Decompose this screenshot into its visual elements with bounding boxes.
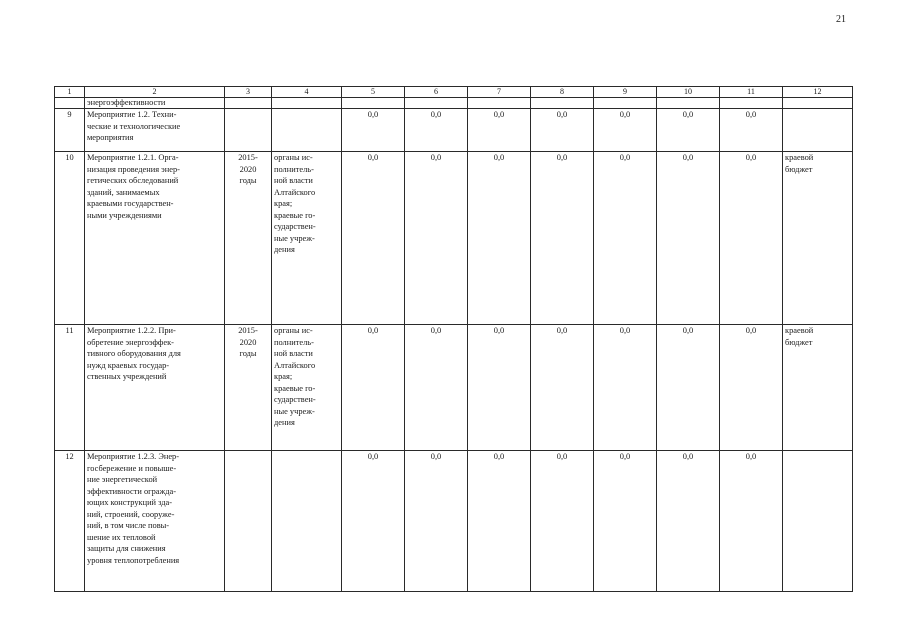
value-cell: 0,0 xyxy=(594,109,657,152)
value-cell: 0,0 xyxy=(468,152,531,325)
executor-cell xyxy=(272,109,342,152)
value-cell: 0,0 xyxy=(531,152,594,325)
executor-cell: органы ис- полнитель- ной власти Алтайского края; краевые го- сударствен- ные учреж- дения xyxy=(272,152,342,325)
funding-source-cell: краевой бюджет xyxy=(783,325,853,451)
value-cell: 0,0 xyxy=(594,451,657,592)
row-number: 12 xyxy=(55,451,85,592)
period-cell: 2015- 2020 годы xyxy=(225,325,272,451)
table-row xyxy=(55,109,853,152)
table-row xyxy=(55,325,853,451)
executor-cell: органы ис- полнитель- ной власти Алтайского края; краевые го- сударствен- ные учреж- дения xyxy=(272,325,342,451)
table-row xyxy=(55,451,853,592)
page-number: 21 xyxy=(836,14,846,25)
period-cell: 2015- 2020 годы xyxy=(225,152,272,325)
value-cell: 0,0 xyxy=(405,451,468,592)
value-cell: 0,0 xyxy=(405,109,468,152)
value-cell: 0,0 xyxy=(468,451,531,592)
value-cell: 0,0 xyxy=(720,325,783,451)
column-header: 7 xyxy=(468,87,531,98)
value-cell: 0,0 xyxy=(657,109,720,152)
funding-source-cell xyxy=(783,451,853,592)
continuation-row xyxy=(55,98,853,109)
value-cell: 0,0 xyxy=(531,451,594,592)
column-header: 1 xyxy=(55,87,85,98)
value-cell: 0,0 xyxy=(342,152,405,325)
value-cell: 0,0 xyxy=(405,325,468,451)
column-header: 9 xyxy=(594,87,657,98)
budget-table xyxy=(54,86,853,592)
column-header: 4 xyxy=(272,87,342,98)
column-header: 2 xyxy=(85,87,225,98)
value-cell: 0,0 xyxy=(342,325,405,451)
funding-source-cell: краевой бюджет xyxy=(783,152,853,325)
value-cell: 0,0 xyxy=(657,325,720,451)
column-header: 10 xyxy=(657,87,720,98)
row-number: 11 xyxy=(55,325,85,451)
value-cell: 0,0 xyxy=(342,451,405,592)
value-cell: 0,0 xyxy=(657,451,720,592)
measure-name: Мероприятие 1.2.1. Орга- низация проведения энер- гетических обследований зданий, занимаемых краевыми государствен- ными учреждениями xyxy=(85,152,225,325)
measure-name: Мероприятие 1.2.2. При- обретение энергоэффек- тивного оборудования для нужд краевых государ- ственных учреждений xyxy=(85,325,225,451)
value-cell: 0,0 xyxy=(657,152,720,325)
value-cell: 0,0 xyxy=(342,109,405,152)
funding-source-cell xyxy=(783,109,853,152)
period-cell xyxy=(225,109,272,152)
value-cell: 0,0 xyxy=(720,152,783,325)
value-cell: 0,0 xyxy=(594,325,657,451)
measure-name: Мероприятие 1.2. Техни- ческие и технологические мероприятия xyxy=(85,109,225,152)
table-row xyxy=(55,152,853,325)
value-cell: 0,0 xyxy=(720,109,783,152)
column-header: 5 xyxy=(342,87,405,98)
column-number-row xyxy=(55,87,853,98)
value-cell: 0,0 xyxy=(405,152,468,325)
value-cell: 0,0 xyxy=(531,325,594,451)
value-cell: 0,0 xyxy=(468,325,531,451)
row-number: 9 xyxy=(55,109,85,152)
value-cell: 0,0 xyxy=(720,451,783,592)
value-cell: 0,0 xyxy=(468,109,531,152)
continuation-text: энергоэффективности xyxy=(85,98,225,109)
executor-cell xyxy=(272,451,342,592)
column-header: 3 xyxy=(225,87,272,98)
column-header: 11 xyxy=(720,87,783,98)
column-header: 6 xyxy=(405,87,468,98)
value-cell: 0,0 xyxy=(594,152,657,325)
row-number: 10 xyxy=(55,152,85,325)
column-header: 12 xyxy=(783,87,853,98)
column-header: 8 xyxy=(531,87,594,98)
period-cell xyxy=(225,451,272,592)
measure-name: Мероприятие 1.2.3. Энер- госбережение и повыше- ние энергетической эффективности огражда- ющих конструкций зда- ний, строений, сооруже- ний, в том числе повы- шение их тепловой защиты для снижения уровня теплопотребления xyxy=(85,451,225,592)
value-cell: 0,0 xyxy=(531,109,594,152)
